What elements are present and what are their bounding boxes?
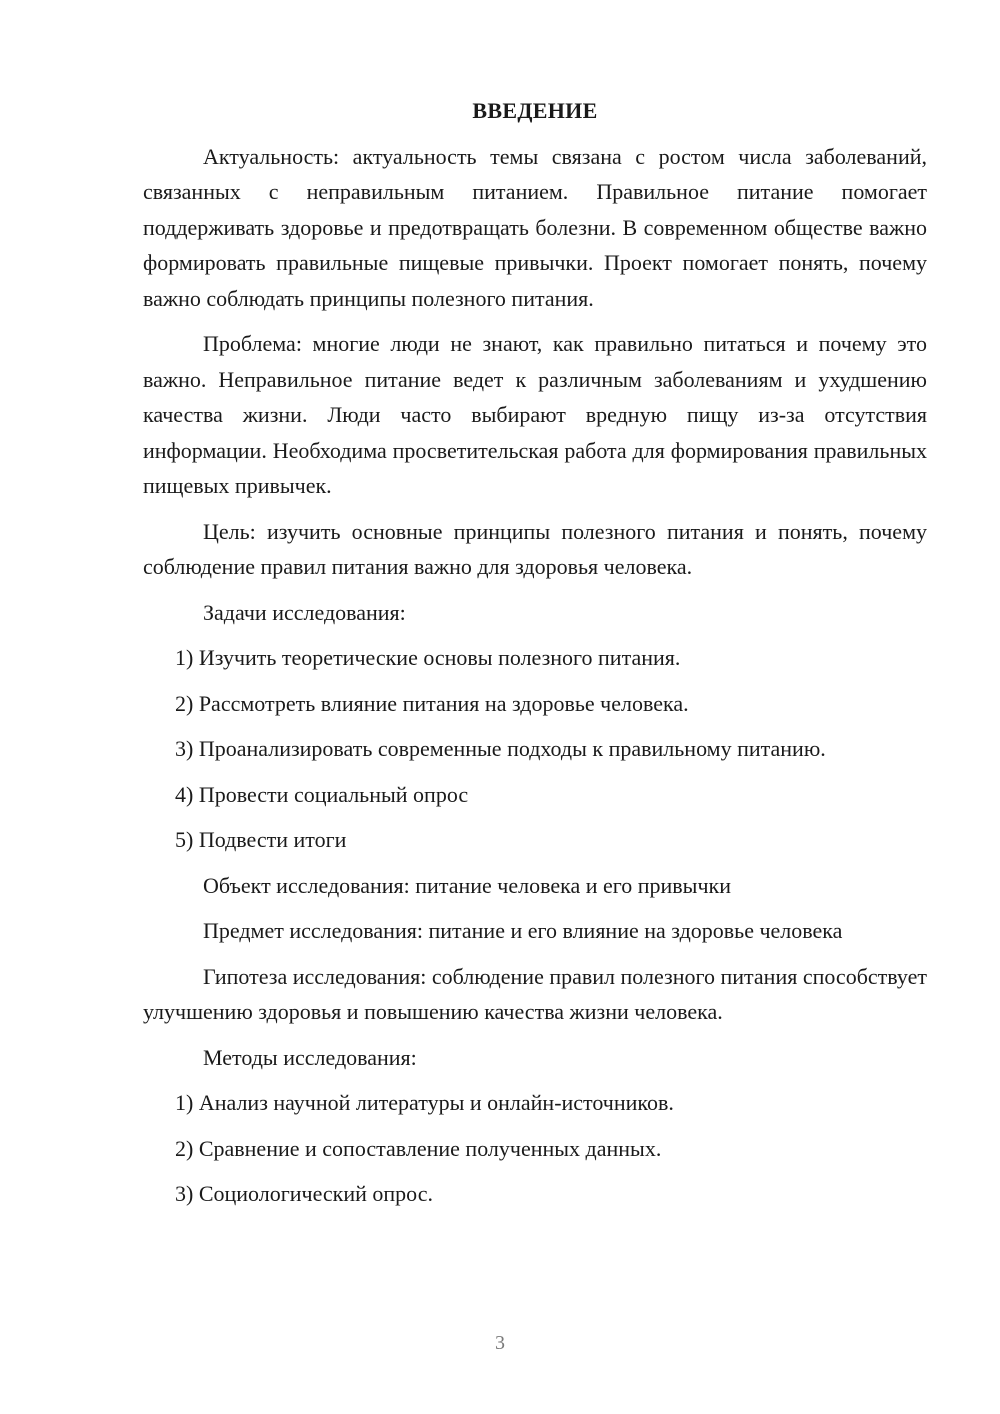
list-item: 3) Проанализировать современные подходы к правильному питанию.: [175, 736, 826, 761]
methods-heading: Методы исследования:: [203, 1044, 417, 1070]
list-item: 1) Анализ научной литературы и онлайн-источников.: [175, 1090, 674, 1115]
relevance-paragraph: Актуальность: актуальность темы связана с ростом числа заболеваний, связанных с неправильным питанием. Правильное питание помогает поддерживать здоровье и предотвращать болезни. В современном обществе важно формировать правильные пищевые привычки. Проект помогает понять, почему важно соблюдать принципы полезного питания.: [143, 143, 927, 311]
page-number: 3: [495, 1332, 505, 1354]
list-item: 2) Сравнение и сопоставление полученных данных.: [175, 1135, 662, 1161]
hypothesis-paragraph: Гипотеза исследования: соблюдение правил полезного питания способствует улучшению здоровья и повышению качества жизни человека.: [143, 963, 927, 1024]
tasks-heading: Задачи исследования:: [203, 599, 406, 625]
goal-paragraph: Цель: изучить основные принципы полезного питания и понять, почему соблюдение правил питания важно для здоровья человека.: [143, 518, 927, 579]
problem-paragraph: Проблема: многие люди не знают, как правильно питаться и почему это важно. Неправильное питание ведет к различным заболеваниям и ухудшению качества жизни. Люди часто выбирают вредную пищу из-за отсутствия информации. Необходима просветительская работа для формирования правильных пищевых привычек.: [143, 331, 927, 498]
section-title: ВВЕДЕНИЕ: [472, 98, 598, 123]
object-line: Объект исследования: питание человека и его привычки: [203, 872, 731, 898]
list-item: 2) Рассмотреть влияние питания на здоровье человека.: [175, 690, 689, 716]
list-item: 1) Изучить теоретические основы полезного питания.: [175, 645, 681, 670]
list-item: 5) Подвести итоги: [175, 827, 347, 852]
subject-line: Предмет исследования: питание и его влияние на здоровье человека: [203, 918, 843, 943]
list-item: 3) Социологический опрос.: [175, 1181, 433, 1206]
page-content: [143, 93, 927, 1212]
list-item: 4) Провести социальный опрос: [175, 781, 469, 807]
